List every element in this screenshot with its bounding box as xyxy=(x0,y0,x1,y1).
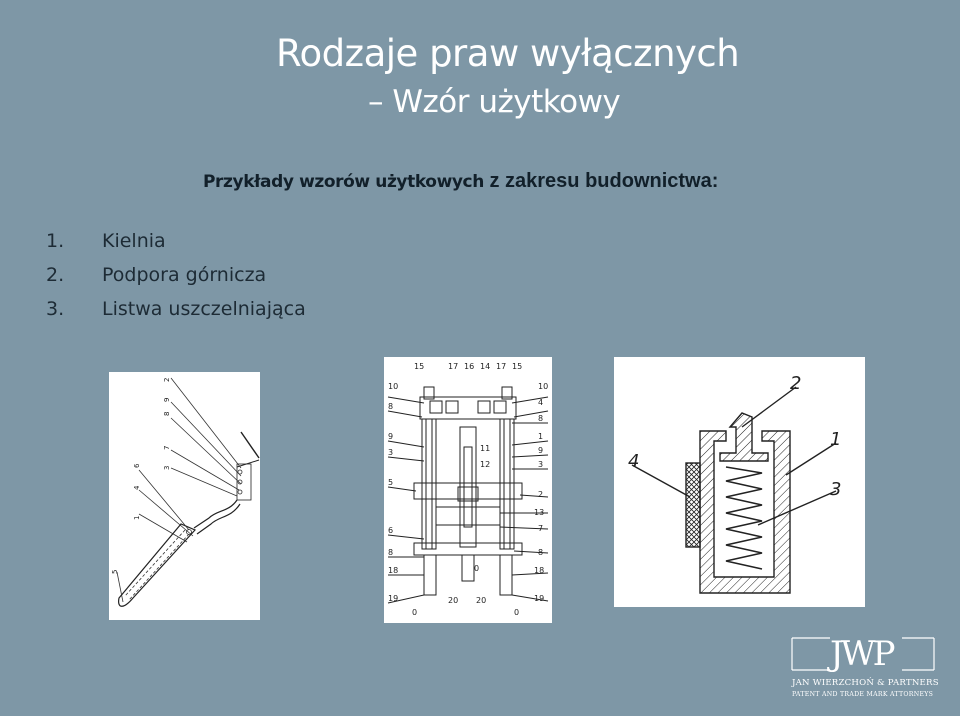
fig1-label: 1 xyxy=(133,515,141,520)
fig2-label: 18 xyxy=(534,566,545,575)
list-item-label: Kielnia xyxy=(102,230,166,252)
fig2-label: 15 xyxy=(414,362,425,371)
fig2-label: 20 xyxy=(448,596,459,605)
logo-company-name: JAN WIERZCHOŃ & PARTNERS xyxy=(792,678,939,688)
list-item-number: 1. xyxy=(46,230,65,252)
jwp-logo xyxy=(790,636,940,706)
fig2-label: 0 xyxy=(514,608,520,617)
trowel-drawing xyxy=(109,372,260,620)
example-list xyxy=(46,230,306,332)
fig1-label: 7 xyxy=(163,445,171,450)
list-item-label: Podpora górnicza xyxy=(102,264,267,286)
fig1-label: 4 xyxy=(133,485,141,490)
fig1-label: 8 xyxy=(163,411,171,416)
slide-title: Rodzaje praw wyłącznych xyxy=(276,32,740,75)
fig2-label: 3 xyxy=(538,460,544,469)
subtitle-part2: z zakresu budownictwa: xyxy=(489,170,719,192)
fig2-label: 8 xyxy=(388,548,394,557)
fig3-label: 3 xyxy=(830,479,842,500)
fig2-label: 0 xyxy=(412,608,418,617)
fig2-label: 3 xyxy=(388,448,394,457)
fig2-label: 1 xyxy=(538,432,544,441)
fig2-label: 4 xyxy=(538,398,544,407)
fig2-label: 19 xyxy=(534,594,545,603)
subtitle-part1: Przykłady wzorów użytkowych xyxy=(203,172,490,192)
logo-tagline: PATENT AND TRADE MARK ATTORNEYS xyxy=(792,691,934,698)
fig2-label: 18 xyxy=(388,566,399,575)
fig2-label: 8 xyxy=(388,402,394,411)
logo-monogram: JWP xyxy=(830,634,893,674)
fig2-label: 9 xyxy=(538,446,544,455)
fig2-label: 16 xyxy=(464,362,475,371)
fig2-label: 17 xyxy=(496,362,507,371)
sealing-strip-drawing xyxy=(614,357,865,607)
fig2-label: 17 xyxy=(448,362,459,371)
fig2-label: 2 xyxy=(538,490,544,499)
fig2-label: 11 xyxy=(480,444,491,453)
fig2-label: 20 xyxy=(476,596,487,605)
mining-support-drawing xyxy=(384,357,552,623)
fig2-label: 0 xyxy=(474,564,480,573)
fig1-label: 6 xyxy=(133,463,141,468)
list-item xyxy=(46,298,306,332)
fig2-label: 14 xyxy=(480,362,491,371)
list-item xyxy=(46,230,306,264)
fig2-label: 9 xyxy=(388,432,394,441)
fig2-label: 10 xyxy=(388,382,399,391)
fig1-label: 2 xyxy=(163,377,171,382)
fig2-label: 5 xyxy=(388,478,394,487)
fig2-label: 13 xyxy=(534,508,545,517)
fig3-label: 1 xyxy=(830,429,842,450)
fig3-label: 4 xyxy=(628,451,640,472)
fig3-label: 2 xyxy=(790,373,802,394)
fig1-label: 9 xyxy=(163,397,171,402)
fig2-label: 19 xyxy=(388,594,399,603)
fig2-label: 8 xyxy=(538,548,544,557)
list-item xyxy=(46,264,306,298)
slide-subtitle xyxy=(203,170,718,193)
list-item-number: 2. xyxy=(46,264,65,286)
fig2-label: 6 xyxy=(388,526,394,535)
slide-title-line2: – Wzór użytkowy xyxy=(368,84,621,120)
fig1-label: 3 xyxy=(163,465,171,470)
list-item-label: Listwa uszczelniająca xyxy=(102,298,306,320)
list-item-number: 3. xyxy=(46,298,65,320)
fig2-label: 7 xyxy=(538,524,544,533)
fig1-label: 5 xyxy=(111,569,119,574)
fig2-label: 8 xyxy=(538,414,544,423)
fig2-label: 15 xyxy=(512,362,523,371)
fig2-label: 10 xyxy=(538,382,549,391)
fig2-label: 12 xyxy=(480,460,491,469)
